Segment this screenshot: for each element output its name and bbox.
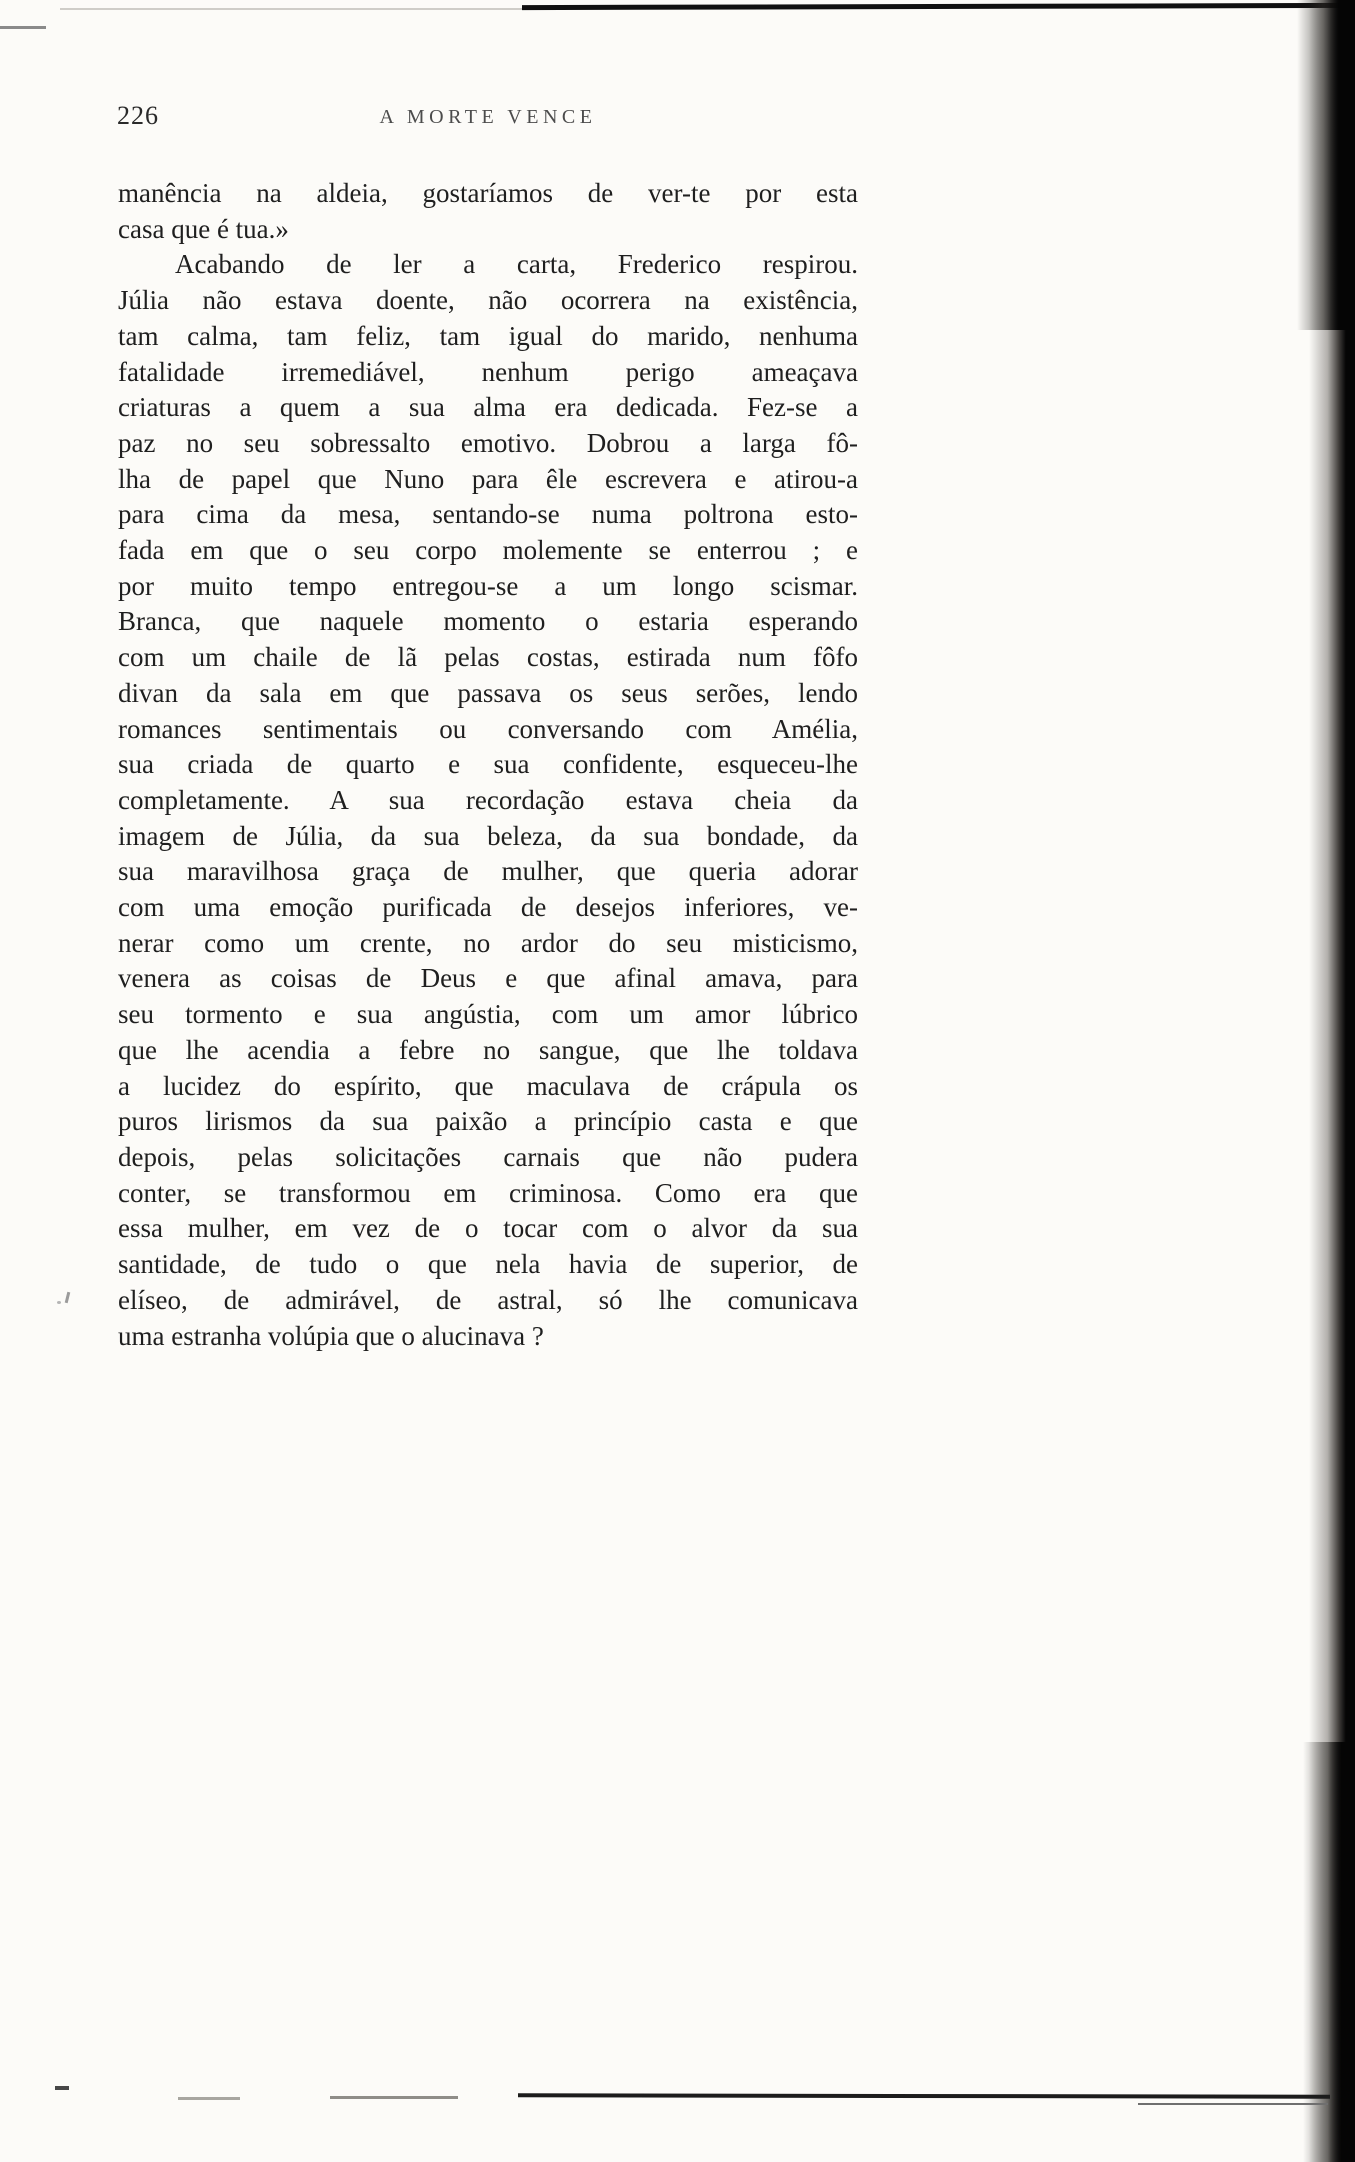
- text-line: seu tormento e sua angústia, com um amor lúbrico: [118, 999, 858, 1030]
- text-line: santidade, de tudo o que nela havia de superior, de: [118, 1249, 858, 1280]
- scan-top-left-mark: [0, 26, 46, 29]
- text-line: imagem de Júlia, da sua beleza, da sua bondade, da: [118, 820, 858, 851]
- text-line: nerar como um crente, no ardor do seu misticismo,: [118, 927, 858, 958]
- scan-bottom-mark: [330, 2096, 458, 2099]
- scan-bottom-edge-line: [518, 2093, 1330, 2098]
- page-number: 226: [117, 101, 159, 130]
- text-line: sua maravilhosa graça de mulher, que queria adorar: [118, 856, 858, 887]
- text-line: com uma emoção purificada de desejos inferiores, ve-: [118, 892, 858, 923]
- text-line: manência na aldeia, gostaríamos de ver-te por esta: [118, 178, 858, 208]
- scan-top-edge-line: [522, 3, 1355, 10]
- scan-margin-mark: [65, 1292, 71, 1303]
- text-line: Acabando de ler a carta, Frederico respirou.: [175, 249, 858, 280]
- text-line: fatalidade irremediável, nenhum perigo ameaçava: [118, 356, 858, 387]
- text-line: completamente. A sua recordação estava cheia da: [118, 784, 858, 815]
- text-line: venera as coisas de Deus e que afinal amava, para: [118, 963, 858, 994]
- text-line: divan da sala em que passava os seus serões, lendo: [118, 677, 858, 708]
- text-line: Branca, que naquele momento o estaria esperando: [118, 606, 858, 637]
- text-line: romances sentimentais ou conversando com Amélia,: [118, 713, 858, 744]
- text-line: por muito tempo entregou-se a um longo scismar.: [118, 570, 858, 601]
- text-line: elíseo, de admirável, de astral, só lhe comunicava: [118, 1284, 858, 1315]
- scan-bottom-mark: [178, 2097, 240, 2100]
- scan-right-edge-shadow-bottom: [1303, 1742, 1355, 2162]
- scan-right-edge-shadow-top: [1297, 0, 1355, 330]
- text-line: Júlia não estava doente, não ocorrera na existência,: [118, 285, 858, 316]
- scan-right-edge-shadow: [1309, 0, 1355, 2162]
- scan-top-faint-line: [60, 8, 530, 10]
- text-line: lha de papel que Nuno para êle escrevera e atirou-a: [118, 463, 858, 494]
- scan-bottom-mark: [55, 2086, 69, 2090]
- scan-bottom-edge-line-2: [1138, 2103, 1328, 2105]
- text-line: paz no seu sobressalto emotivo. Dobrou a larga fô-: [118, 427, 858, 458]
- running-header: A MORTE VENCE: [379, 106, 597, 128]
- text-line: puros lirismos da sua paixão a princípio casta e que: [118, 1106, 858, 1137]
- text-line: casa que é tua.»: [118, 213, 289, 244]
- text-line: que lhe acendia a febre no sangue, que lhe toldava: [118, 1034, 858, 1065]
- page-body: [118, 176, 858, 1354]
- text-line: a lucidez do espírito, que maculava de crápula os: [118, 1070, 858, 1101]
- scan-margin-mark: [57, 1301, 61, 1304]
- text-line: sua criada de quarto e sua confidente, esqueceu-lhe: [118, 749, 858, 780]
- text-line: criaturas a quem a sua alma era dedicada. Fez-se a: [118, 392, 858, 423]
- text-line: depois, pelas solicitações carnais que não pudera: [118, 1141, 858, 1172]
- text-line: tam calma, tam feliz, tam igual do marido, nenhuma: [118, 320, 858, 351]
- text-line: com um chaile de lã pelas costas, estirada num fôfo: [118, 642, 858, 673]
- text-line: uma estranha volúpia que o alucinava ?: [118, 1320, 544, 1351]
- text-line: para cima da mesa, sentando-se numa poltrona esto-: [118, 499, 858, 530]
- text-line: fada em que o seu corpo molemente se enterrou ; e: [118, 535, 858, 566]
- text-line: conter, se transformou em criminosa. Como era que: [118, 1177, 858, 1208]
- text-line: essa mulher, em vez de o tocar com o alvor da sua: [118, 1213, 858, 1244]
